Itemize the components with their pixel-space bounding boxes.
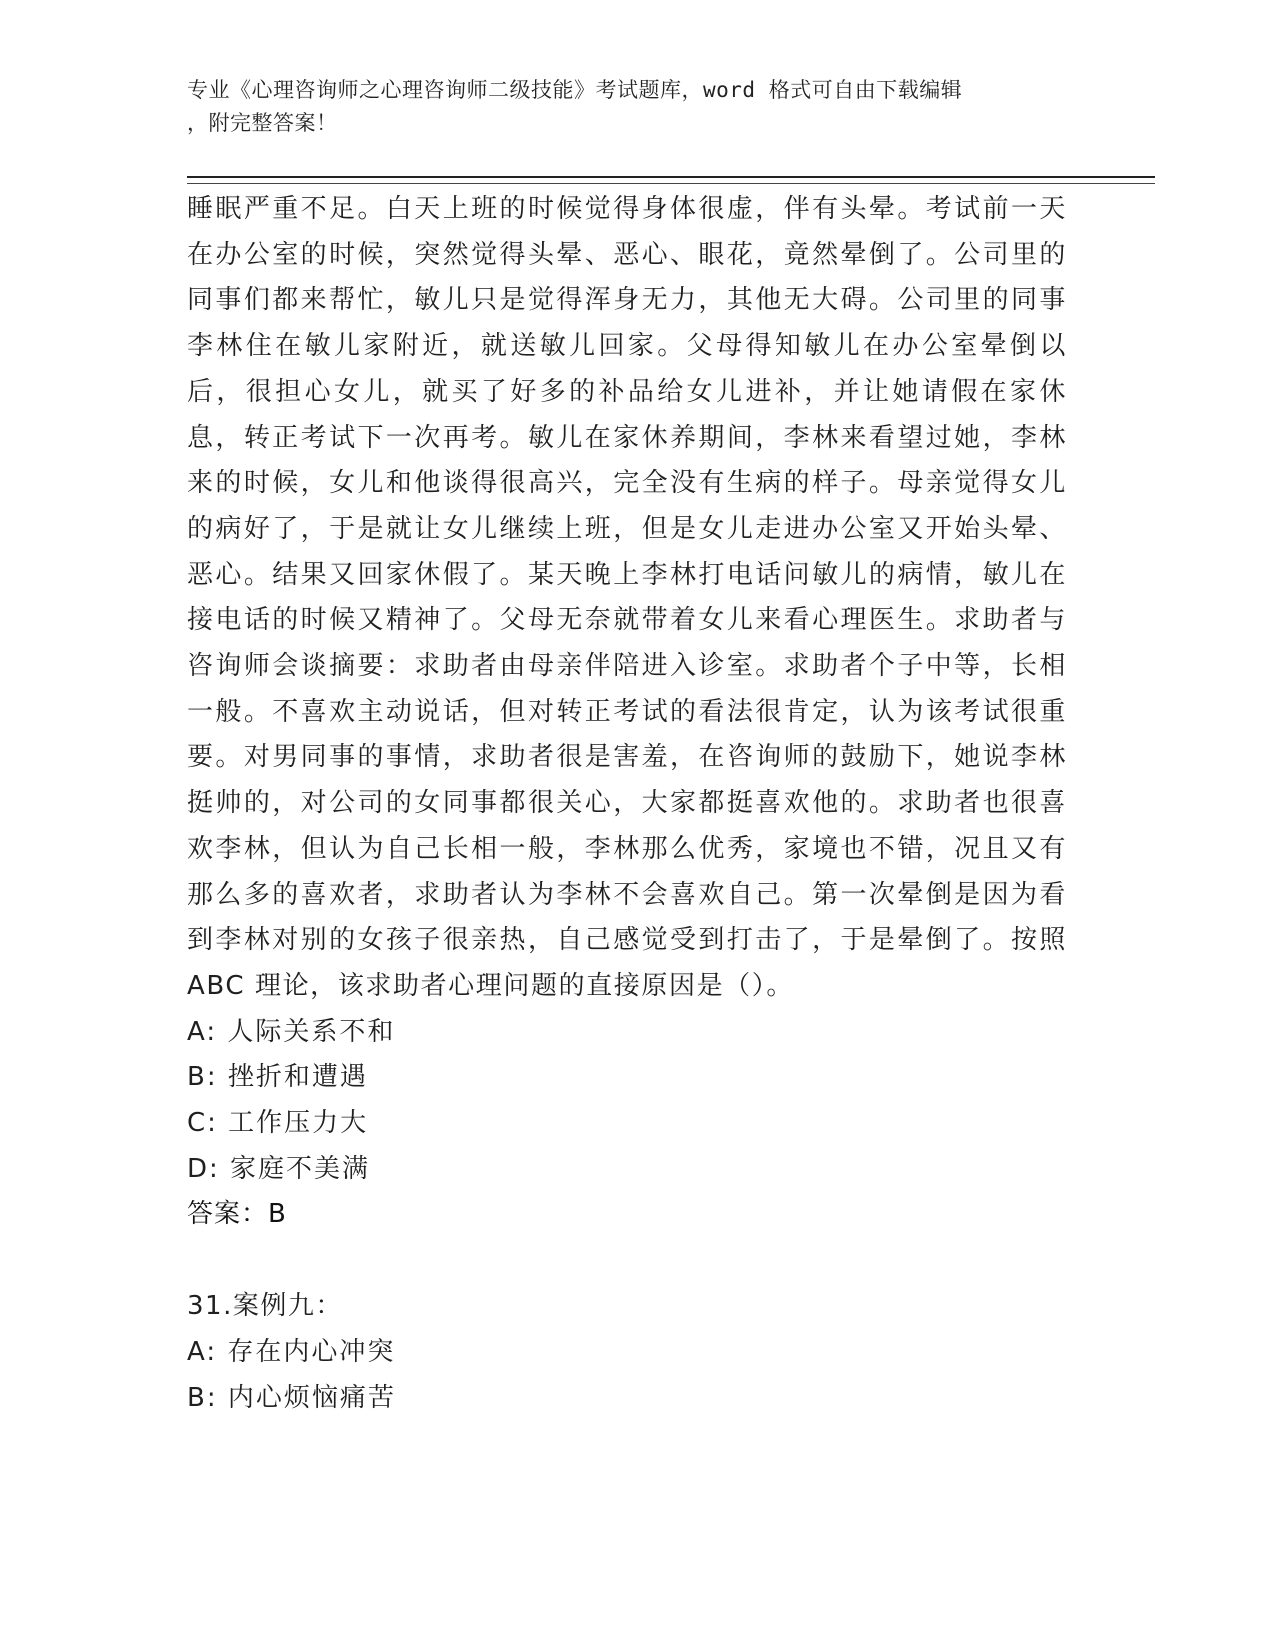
- next-question-number: 31.案例九：: [187, 1291, 343, 1322]
- header-rule-thick: [187, 176, 1155, 178]
- header-line-2: ，附完整答案！: [187, 111, 338, 135]
- spacer: [187, 1238, 1067, 1284]
- document-body: [187, 187, 1067, 1421]
- next-option-b: B: 内心烦恼痛苦: [187, 1382, 396, 1413]
- header-line-1: 专业《心理咨询师之心理咨询师二级技能》考试题库，word 格式可自由下载编辑: [187, 78, 963, 102]
- option-c: C: 工作压力大: [187, 1108, 369, 1139]
- next-option-a: A: 存在内心冲突: [187, 1336, 396, 1367]
- answer-line: 答案：B: [187, 1199, 287, 1230]
- document-header: [187, 74, 1087, 140]
- question-text: 睡眠严重不足。白天上班的时候觉得身体很虚，伴有头晕。考试前一天在办公室的时候，突然觉得头晕、恶心、眼花，竟然晕倒了。公司里的同事们都来帮忙，敏儿只是觉得浑身无力，其他无大碍。公司里的同事李林住在敏儿家附近，就送敏儿回家。父母得知敏儿在办公室晕倒以后，很担心女儿，就买了好多的补品给女儿进补，并让她请假在家休息，转正考试下一次再考。敏儿在家休养期间，李林来看望过她，李林来的时候，女儿和他谈得很高兴，完全没有生病的样子。母亲觉得女儿的病好了，于是就让女儿继续上班，但是女儿走进办公室又开始头晕、恶心。结果又回家休假了。某天晚上李林打电话问敏儿的病情，敏儿在接电话的时候又精神了。父母无奈就带着女儿来看心理医生。求助者与咨询师会谈摘要：求助者由母亲伴陪进入诊室。求助者个子中等，长相一般。不喜欢主动说话，但对转正考试的看法很肯定，认为该考试很重要。对男同事的事情，求助者很是害羞，在咨询师的鼓励下，她说李林挺帅的，对公司的女同事都很关心，大家都挺喜欢他的。求助者也很喜欢李林，但认为自己长相一般，李林那么优秀，家境也不错，况且又有那么多的喜欢者，求助者认为李林不会喜欢自己。第一次晕倒是因为看到李林对别的女孩子很亲热，自己感觉受到打击了，于是晕倒了。按照 ABC 理论，该求助者心理问题的直接原因是（）。: [187, 194, 1067, 1001]
- option-a: A: 人际关系不和: [187, 1016, 396, 1047]
- option-b: B: 挫折和遭遇: [187, 1062, 368, 1093]
- header-rule-thin: [187, 183, 1155, 184]
- option-d: D: 家庭不美满: [187, 1153, 371, 1184]
